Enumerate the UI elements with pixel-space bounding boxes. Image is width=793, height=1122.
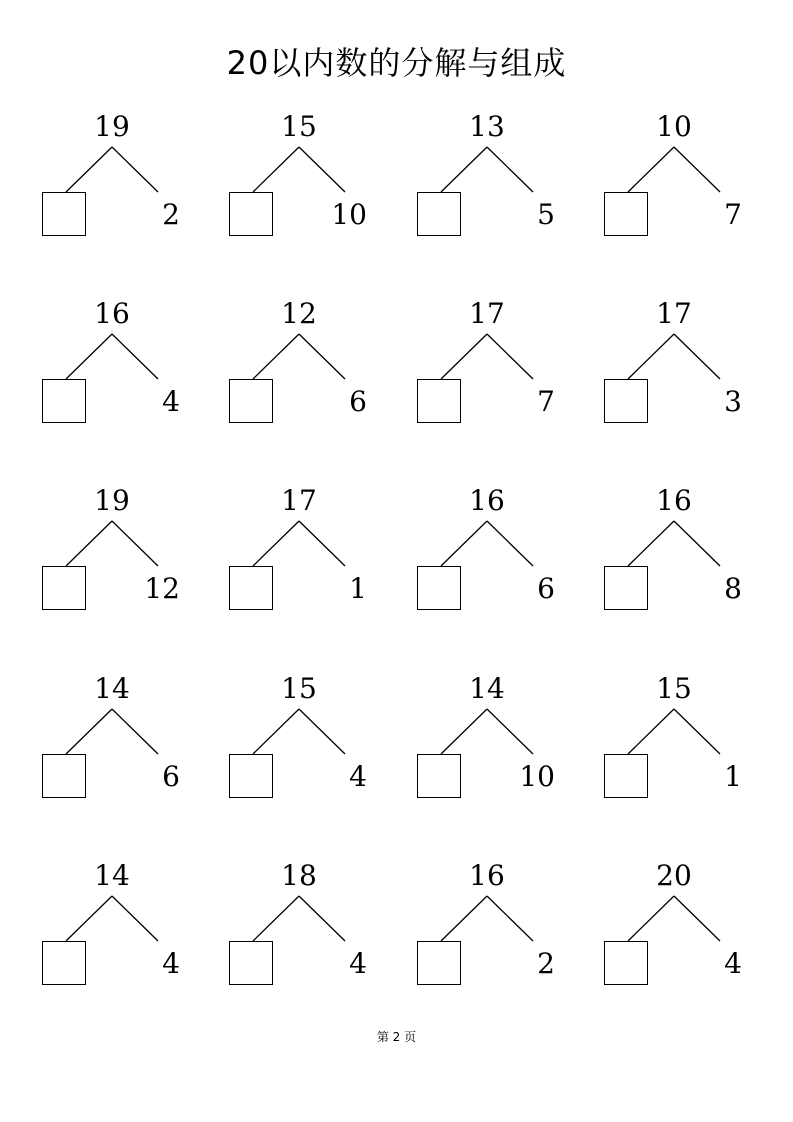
decomposition-problem (604, 859, 764, 999)
decomposition-problem (229, 859, 389, 999)
right-branch (112, 334, 158, 379)
left-branch (253, 521, 299, 566)
known-part-number: 5 (537, 198, 555, 231)
left-branch (441, 334, 487, 379)
right-branch (299, 709, 345, 754)
right-branch (674, 521, 720, 566)
right-branch (299, 147, 345, 192)
right-branch (487, 147, 533, 192)
left-branch (628, 709, 674, 754)
left-branch (253, 334, 299, 379)
left-branch (441, 709, 487, 754)
known-part-number: 1 (349, 572, 367, 605)
left-branch (441, 147, 487, 192)
left-branch (66, 521, 112, 566)
decomposition-problem (42, 110, 202, 250)
left-branch (66, 896, 112, 941)
left-branch (628, 521, 674, 566)
left-branch (253, 896, 299, 941)
known-part-number: 3 (724, 385, 742, 418)
decomposition-problem (604, 110, 764, 250)
right-branch (112, 521, 158, 566)
left-branch (628, 896, 674, 941)
right-branch (112, 709, 158, 754)
decomposition-problem (604, 484, 764, 624)
known-part-number: 12 (144, 572, 180, 605)
answer-box[interactable] (417, 566, 461, 610)
decomposition-problem (604, 297, 764, 437)
page-number: 第 2 页 (376, 1030, 417, 1044)
decomposition-problem (417, 672, 577, 812)
right-branch (487, 896, 533, 941)
right-branch (674, 147, 720, 192)
right-branch (487, 521, 533, 566)
known-part-number: 4 (349, 947, 367, 980)
total-number: 18 (281, 859, 317, 892)
left-branch (66, 147, 112, 192)
decomposition-problem (42, 672, 202, 812)
known-part-number: 7 (724, 198, 742, 231)
left-branch (441, 521, 487, 566)
total-number: 17 (656, 297, 692, 330)
left-branch (253, 147, 299, 192)
decomposition-problem (229, 484, 389, 624)
decomposition-problem (42, 859, 202, 999)
total-number: 15 (656, 672, 692, 705)
known-part-number: 6 (162, 760, 180, 793)
left-branch (628, 334, 674, 379)
total-number: 10 (656, 110, 692, 143)
answer-box[interactable] (42, 941, 86, 985)
total-number: 16 (94, 297, 130, 330)
decomposition-problem (229, 110, 389, 250)
decomposition-problem (417, 484, 577, 624)
known-part-number: 4 (724, 947, 742, 980)
right-branch (299, 521, 345, 566)
known-part-number: 4 (162, 947, 180, 980)
right-branch (299, 896, 345, 941)
known-part-number: 1 (724, 760, 742, 793)
known-part-number: 6 (349, 385, 367, 418)
answer-box[interactable] (229, 566, 273, 610)
known-part-number: 8 (724, 572, 742, 605)
total-number: 14 (94, 859, 130, 892)
left-branch (66, 709, 112, 754)
total-number: 16 (469, 484, 505, 517)
answer-box[interactable] (604, 754, 648, 798)
known-part-number: 4 (349, 760, 367, 793)
known-part-number: 7 (537, 385, 555, 418)
total-number: 16 (469, 859, 505, 892)
decomposition-problem (417, 859, 577, 999)
left-branch (66, 334, 112, 379)
total-number: 17 (469, 297, 505, 330)
decomposition-problem (229, 297, 389, 437)
total-number: 15 (281, 672, 317, 705)
right-branch (112, 147, 158, 192)
decomposition-problem (417, 110, 577, 250)
answer-box[interactable] (229, 941, 273, 985)
total-number: 17 (281, 484, 317, 517)
known-part-number: 2 (162, 198, 180, 231)
right-branch (487, 334, 533, 379)
answer-box[interactable] (229, 754, 273, 798)
decomposition-problem (42, 484, 202, 624)
answer-box[interactable] (604, 566, 648, 610)
total-number: 13 (469, 110, 505, 143)
total-number: 14 (469, 672, 505, 705)
answer-box[interactable] (604, 941, 648, 985)
left-branch (441, 896, 487, 941)
decomposition-problem (229, 672, 389, 812)
answer-box[interactable] (417, 754, 461, 798)
known-part-number: 10 (331, 198, 367, 231)
left-branch (253, 709, 299, 754)
left-branch (628, 147, 674, 192)
answer-box[interactable] (604, 379, 648, 423)
right-branch (112, 896, 158, 941)
decomposition-problem (42, 297, 202, 437)
known-part-number: 6 (537, 572, 555, 605)
answer-box[interactable] (42, 754, 86, 798)
known-part-number: 4 (162, 385, 180, 418)
answer-box[interactable] (42, 379, 86, 423)
decomposition-problem (417, 297, 577, 437)
worksheet-title: 20以内数的分解与组成 (226, 44, 567, 82)
total-number: 20 (656, 859, 692, 892)
answer-box[interactable] (229, 192, 273, 236)
answer-box[interactable] (417, 379, 461, 423)
right-branch (487, 709, 533, 754)
known-part-number: 10 (519, 760, 555, 793)
total-number: 12 (281, 297, 317, 330)
answer-box[interactable] (42, 192, 86, 236)
answer-box[interactable] (42, 566, 86, 610)
total-number: 15 (281, 110, 317, 143)
total-number: 19 (94, 484, 130, 517)
right-branch (299, 334, 345, 379)
total-number: 16 (656, 484, 692, 517)
right-branch (674, 709, 720, 754)
decomposition-problem (604, 672, 764, 812)
answer-box[interactable] (229, 379, 273, 423)
answer-box[interactable] (417, 941, 461, 985)
total-number: 19 (94, 110, 130, 143)
answer-box[interactable] (604, 192, 648, 236)
known-part-number: 2 (537, 947, 555, 980)
total-number: 14 (94, 672, 130, 705)
right-branch (674, 334, 720, 379)
right-branch (674, 896, 720, 941)
answer-box[interactable] (417, 192, 461, 236)
